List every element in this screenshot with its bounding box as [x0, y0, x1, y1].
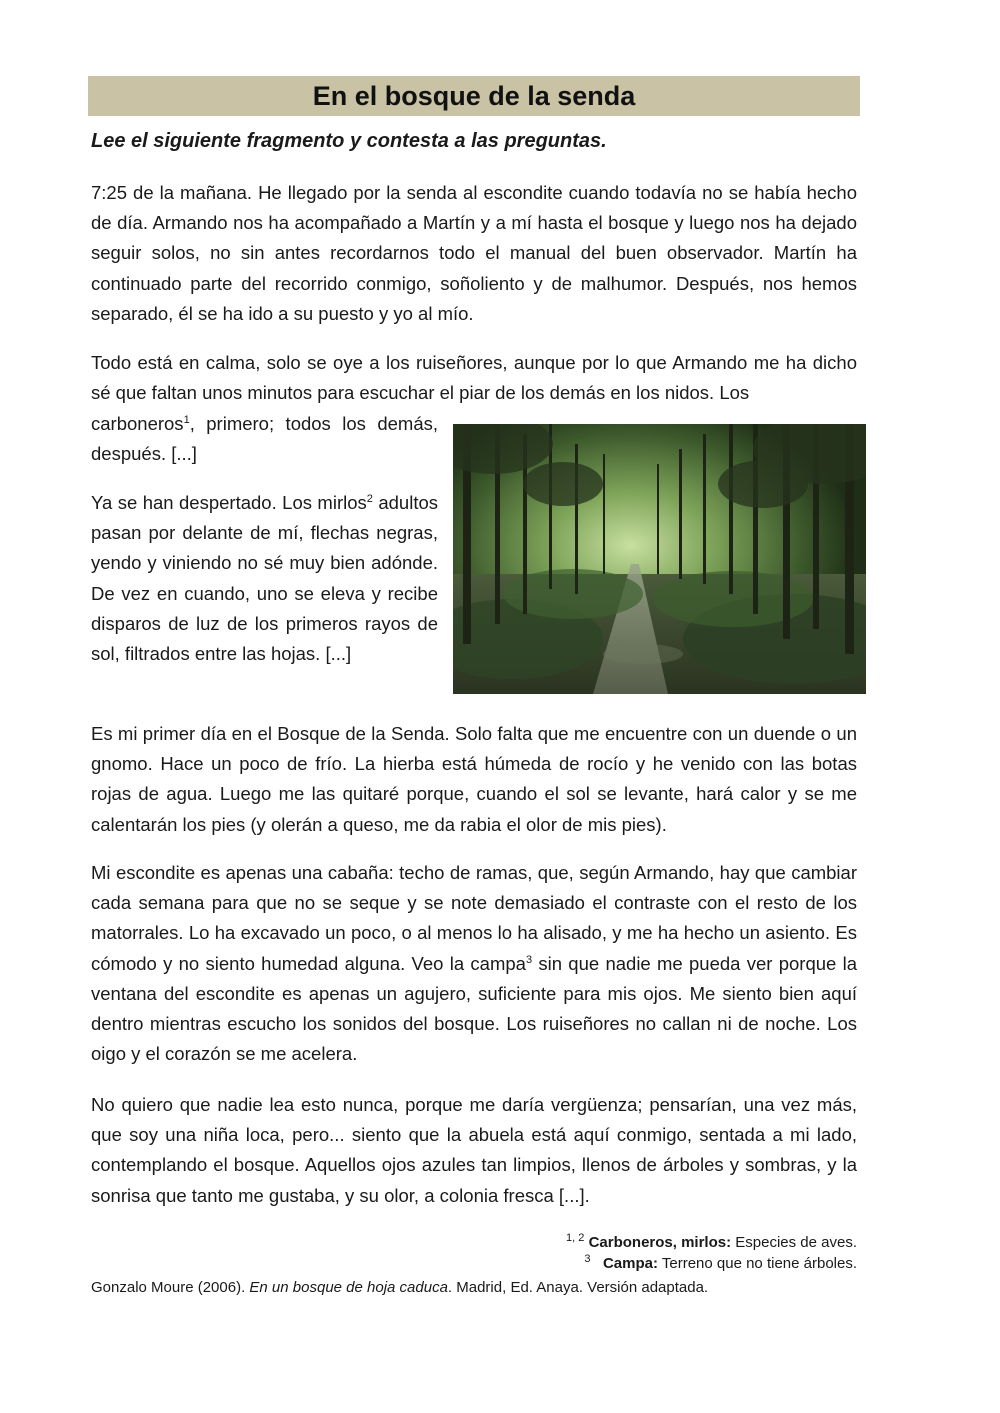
source-publisher: . Madrid, Ed. Anaya. Versión adaptada. [447, 1279, 709, 1296]
footnote-ref-2: 2 [366, 492, 373, 505]
paragraph-5-start: Mi escondite es apenas una cabaña: techo de ramas, que, según Armando, hay que cambiar cada semana para que no se seque y se note demasiado el contraste con el resto de los matorrales. Lo ha excavado un poco, o al menos lo ha alisado, y me ha hecho un asiento. Es cómodo y no siento humedad alguna. Veo la campa [91, 862, 857, 974]
paragraph-3 [91, 488, 438, 669]
footnote-term-3: Campa: [602, 1255, 658, 1272]
footnote-1-2 [566, 1232, 857, 1253]
footnote-3 [566, 1253, 857, 1274]
paragraph-4: Es mi primer día en el Bosque de la Senda. Solo falta que me encuentre con un duende o un gnomo. Hace un poco de frío. La hierba está húmeda de rocío y he venido con las botas rojas de agua. Luego me las quitaré porque, cuando el sol se levante, hará calor y se me calentarán los pies (y olerán a queso, me da rabia el olor de mis pies). [91, 723, 857, 835]
paragraph-6: No quiero que nadie lea esto nunca, porque me daría vergüenza; pensarían, una vez más, que soy una niña loca, pero... siento que la abuela está aquí conmigo, sentada a mi lado, contemplando el bosque. Aquellos ojos azules tan limpios, llenos de árboles y sombras, y la sonrisa que tanto me gustaba, y su olor, a colonia fresca [...]. [91, 1094, 857, 1206]
paragraph-5-rest: sin que nadie me pueda ver porque la ventana del escondite es apenas un agujero, suficiente para mis ojos. Me siento bien aquí dentro mientras escucho los sonidos del bosque. Los ruiseñores no callan ni de noche. Los oigo y el corazón se me acelera. [91, 952, 857, 1065]
instruction-text: Lee el siguiente fragmento y contesta a las preguntas. [91, 130, 607, 152]
footnote-def-3: Terreno que no tiene árboles. [657, 1255, 857, 1272]
page-title: En el bosque de la senda [312, 80, 636, 111]
footnote-marker-3: 3 [584, 1253, 591, 1265]
source-author: Gonzalo Moure (2006). [91, 1279, 250, 1296]
paragraph-1: 7:25 de la mañana. He llegado por la senda al escondite cuando todavía no se había hecho de día. Armando nos ha acompañado a Martín y a mí hasta el bosque y luego nos ha dejado seguir solos, no sin antes recordarnos todo el manual del buen observador. Martín ha continuado parte del recorrido conmigo, soñoliento y de malhumor. Después, nos hemos separado, él se ha ido a su puesto y yo al mío. [91, 182, 857, 324]
footnote-def-1-2: Especies de aves. [731, 1234, 857, 1251]
source-citation [91, 1277, 708, 1298]
paragraph-3-rest: adultos pasan por delante de mí, flechas negras, yendo y viniendo no sé muy bien adónde. De vez en cuando, uno se eleva y recibe disparos de luz de los primeros rayos de sol, filtrados entre las hojas. [...] [91, 492, 439, 665]
source-book-title: En un bosque de hoja caduca [249, 1279, 448, 1296]
footnote-term-1-2: Carboneros, mirlos: [588, 1234, 732, 1251]
paragraph-2-continuation [91, 409, 438, 469]
footnote-ref-1: 1 [183, 413, 190, 426]
footnote-ref-3: 3 [525, 953, 533, 966]
paragraph-3-start: Ya se han despertado. Los mirlos [91, 492, 367, 513]
title-band [88, 76, 860, 116]
forest-path-photo [453, 424, 866, 694]
footnote-marker-1-2: 1, 2 [566, 1232, 585, 1244]
paragraph-5 [91, 858, 857, 1069]
footnotes [566, 1232, 857, 1274]
word-carboneros: carboneros [91, 413, 184, 434]
paragraph-2-rest: , primero; todos los demás, después. [...] [91, 413, 438, 465]
paragraph-2-intro: Todo está en calma, solo se oye a los ruiseñores, aunque por lo que Armando me ha dicho sé que faltan unos minutos para escuchar el piar de los demás en los nidos. Los [91, 352, 857, 404]
